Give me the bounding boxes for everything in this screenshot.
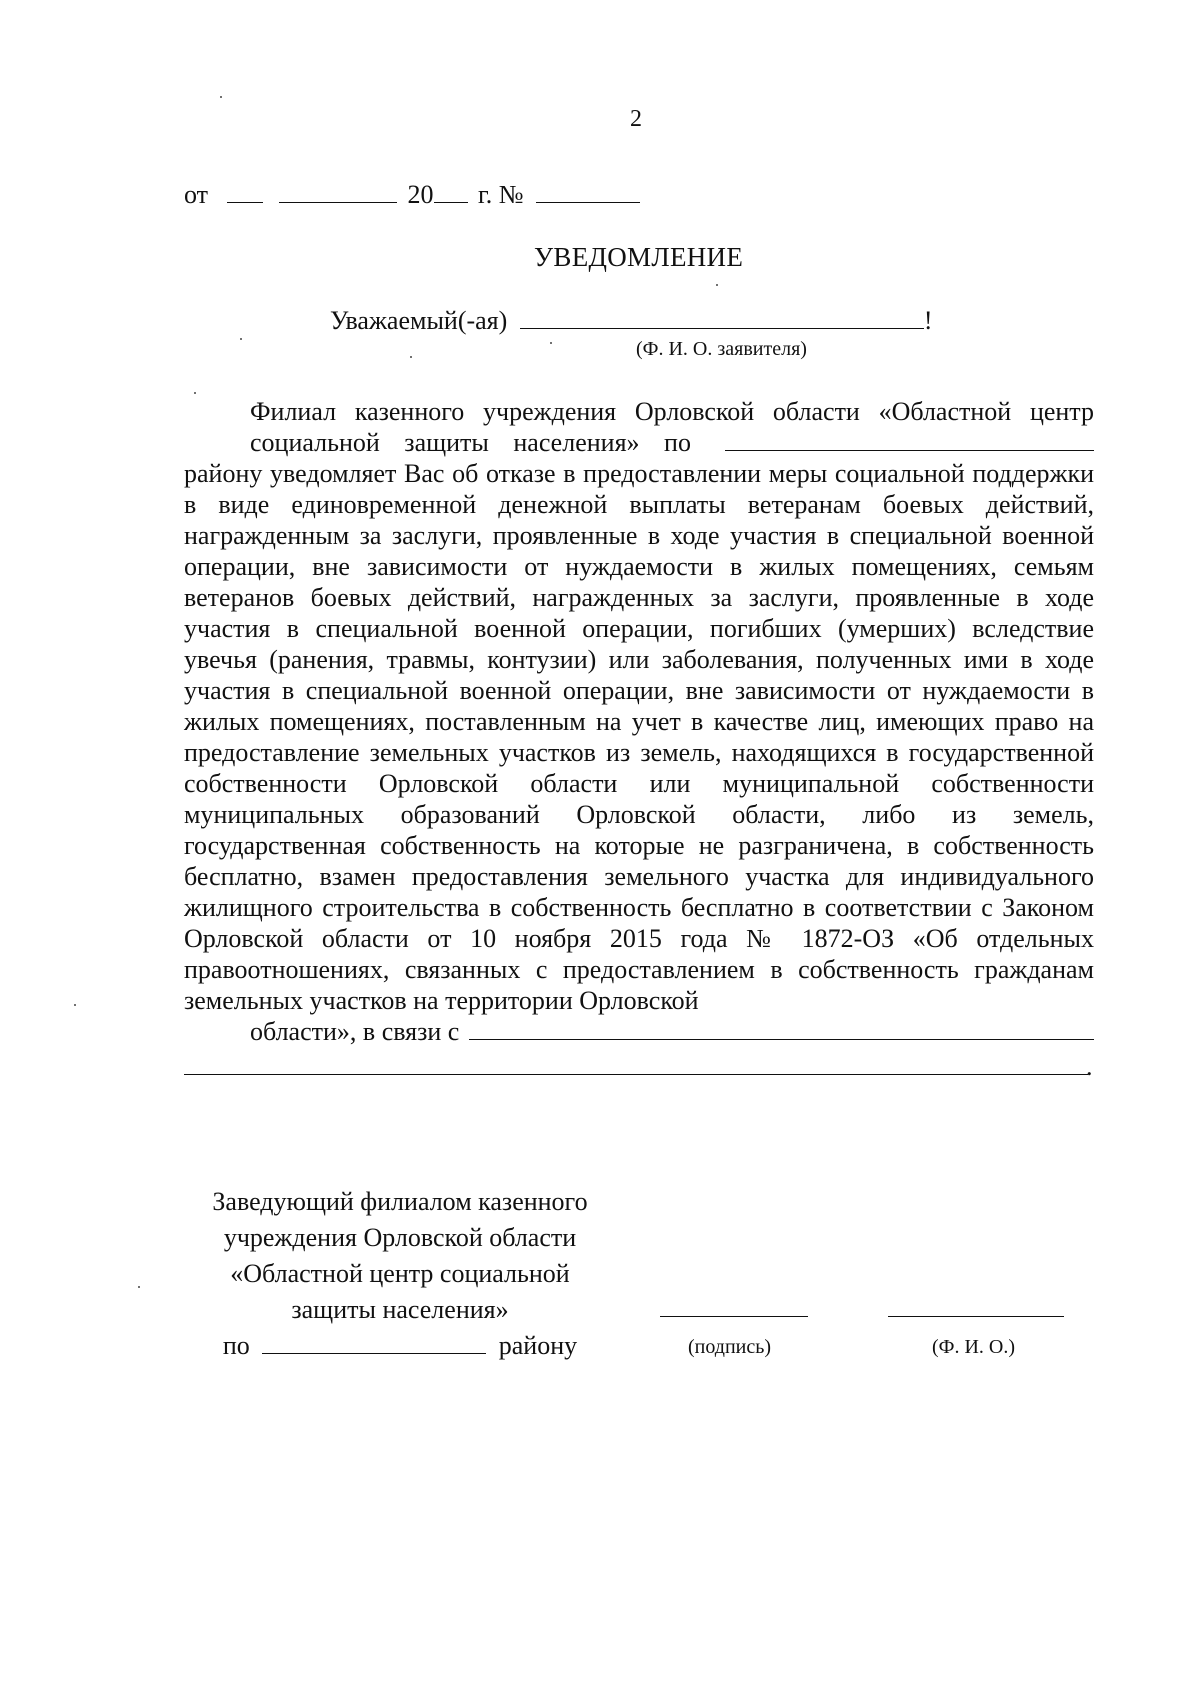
district-suffix: району <box>498 1331 578 1360</box>
signatory-line-3: «Областной центр социальной <box>230 1259 570 1288</box>
page-number: 2 <box>630 106 642 132</box>
scan-speck <box>194 392 196 394</box>
date-from-label: от <box>184 180 209 209</box>
reason-blank-line <box>469 1038 1094 1040</box>
body-last-line <box>184 1016 1094 1047</box>
scan-speck <box>550 342 552 344</box>
scan-speck <box>138 1286 140 1288</box>
signature-hint: (подпись) <box>688 1336 772 1358</box>
applicant-name-hint: (Ф. И. О. заявителя) <box>636 338 807 360</box>
signatory-line-4: защиты населения» <box>291 1295 509 1324</box>
scan-speck <box>240 338 242 340</box>
signatory-block <box>190 1184 610 1364</box>
year-suffix: г. № <box>478 180 524 209</box>
name-hint: (Ф. И. О.) <box>932 1336 1016 1358</box>
signatory-district-row <box>190 1328 610 1364</box>
signature-blank-line <box>660 1316 808 1317</box>
scan-speck <box>74 1004 76 1006</box>
salutation-row <box>330 306 932 336</box>
scan-speck <box>220 96 222 98</box>
year-prefix: 20 <box>407 180 434 209</box>
scan-speck <box>716 284 718 286</box>
year-blank-line <box>434 201 468 203</box>
name-blank-line <box>888 1316 1064 1317</box>
signatory-district-blank-line <box>262 1352 486 1354</box>
body-line-1: Филиал казенного учреждения Орловской области «Областной центр <box>250 397 1094 426</box>
body-main-text: району уведомляет Вас об отказе в предоставлении меры социальной поддержки в виде единовременной денежной выплаты ветеранам боевых действий, награжденным за заслуги, проявленные в ходе участия в специальной военной операции, вне зависимости от нуждаемости в жилых помещениях, семьям ветеранов боевых действий, награжденных за заслуги, проявленные в ходе участия в специальной военной операции, погибших (умерших) вследствие увечья (ранения, травмы, контузии) или заболевания, полученных ими в ходе участия в специальной военной операции, вне зависимости от нуждаемости в жилых помещениях, поставленным на учет в качестве лиц, имеющих право на предоставление земельных участков из земель, находящихся в государственной собственности Орловской области или муниципальной собственности муниципальных образований Орловской области, либо из земель, государственная собственность на которые не разграничена, в собственность бесплатно, взамен предоставления земельного участка для индивидуального жилищного строительства в собственность бесплатно в соответствии с Законом Орловской области от 10 ноября 2015 года № 1872-ОЗ «Об отдельных правоотношениях, связанных с предоставлением в собственность гражданам земельных участков на территории Орловской <box>184 459 1094 1015</box>
signatory-line-2: учреждения Орловской области <box>223 1223 577 1252</box>
document-title: УВЕДОМЛЕНИЕ <box>534 242 744 272</box>
scan-speck <box>410 356 412 358</box>
number-blank-line <box>536 201 640 203</box>
applicant-name-blank-line <box>520 327 924 329</box>
notice-body <box>184 396 1094 1047</box>
district-blank-line <box>725 449 1094 451</box>
body-line-2-text: социальной защиты населения» по <box>250 428 691 457</box>
reason-end-dot: . <box>1086 1052 1093 1081</box>
salutation-label: Уважаемый(-ая) <box>330 306 508 335</box>
body-line-2 <box>184 427 1094 458</box>
reason-continuation-line <box>184 1074 1088 1075</box>
date-row <box>184 180 640 210</box>
month-blank-line <box>279 201 397 203</box>
body-last-line-text: области», в связи с <box>250 1017 460 1046</box>
day-blank-line <box>227 201 263 203</box>
signatory-line-1: Заведующий филиалом казенного <box>212 1187 588 1216</box>
district-prefix: по <box>222 1331 250 1360</box>
salutation-exclamation: ! <box>923 306 933 335</box>
